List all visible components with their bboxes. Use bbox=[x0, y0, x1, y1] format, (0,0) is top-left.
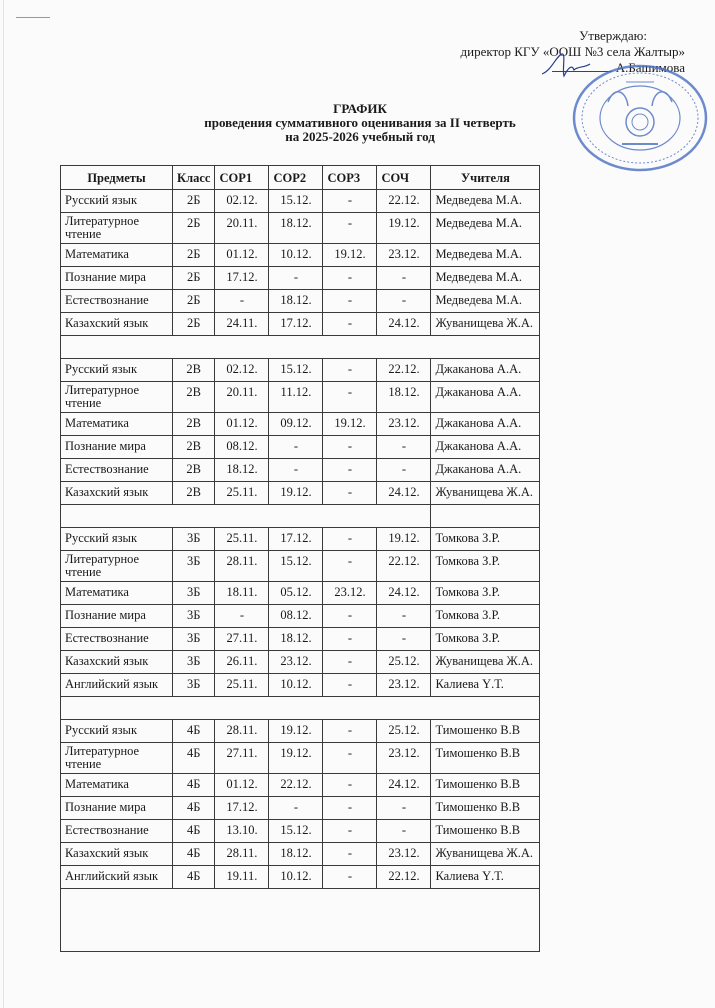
soch-cell: - bbox=[377, 459, 431, 482]
sor2-cell: 23.12. bbox=[269, 651, 323, 674]
teacher-cell: Томкова З.Р. bbox=[431, 582, 540, 605]
soch-cell: 19.12. bbox=[377, 213, 431, 244]
class-cell: 2Б bbox=[173, 267, 215, 290]
separator-cell bbox=[61, 889, 540, 952]
teacher-cell: Тимошенко В.В bbox=[431, 743, 540, 774]
teacher-cell: Томкова З.Р. bbox=[431, 605, 540, 628]
teacher-cell: Джаканова А.А. bbox=[431, 413, 540, 436]
class-cell: 2В bbox=[173, 413, 215, 436]
teacher-cell: Медведева М.А. bbox=[431, 267, 540, 290]
teacher-cell: Томкова З.Р. bbox=[431, 551, 540, 582]
teacher-cell: Жуванищева Ж.А. bbox=[431, 482, 540, 505]
sor1-cell: 25.11. bbox=[215, 674, 269, 697]
sor1-cell: 26.11. bbox=[215, 651, 269, 674]
table-row bbox=[61, 651, 540, 674]
sor2-cell: 18.12. bbox=[269, 213, 323, 244]
sor1-cell: 20.11. bbox=[215, 213, 269, 244]
subject-cell: Естествознание bbox=[61, 628, 173, 651]
class-cell: 3Б bbox=[173, 551, 215, 582]
soch-cell: 24.12. bbox=[377, 774, 431, 797]
table-row bbox=[61, 413, 540, 436]
sor2-cell: 09.12. bbox=[269, 413, 323, 436]
class-cell: 2В bbox=[173, 382, 215, 413]
sor2-cell: 22.12. bbox=[269, 774, 323, 797]
table-row bbox=[61, 605, 540, 628]
header-class: Класс bbox=[173, 166, 215, 190]
teacher-cell: Томкова З.Р. bbox=[431, 628, 540, 651]
soch-cell: 19.12. bbox=[377, 528, 431, 551]
sor3-cell: - bbox=[323, 820, 377, 843]
group-separator-row bbox=[61, 889, 540, 952]
teacher-cell: Тимошенко В.В bbox=[431, 720, 540, 743]
sor3-cell: - bbox=[323, 436, 377, 459]
document-title bbox=[100, 102, 620, 144]
sor2-cell: 15.12. bbox=[269, 551, 323, 582]
soch-cell: - bbox=[377, 605, 431, 628]
teacher-cell: Джаканова А.А. bbox=[431, 436, 540, 459]
sor2-cell: 18.12. bbox=[269, 290, 323, 313]
sor1-cell: 17.12. bbox=[215, 797, 269, 820]
teacher-cell: Жуванищева Ж.А. bbox=[431, 313, 540, 336]
subject-cell: Естествознание bbox=[61, 290, 173, 313]
sor3-cell: - bbox=[323, 482, 377, 505]
table-row bbox=[61, 720, 540, 743]
subject-cell: Познание мира bbox=[61, 267, 173, 290]
sor3-cell: - bbox=[323, 551, 377, 582]
soch-cell: 22.12. bbox=[377, 359, 431, 382]
header-sor3: СОР3 bbox=[323, 166, 377, 190]
sor2-cell: 17.12. bbox=[269, 528, 323, 551]
soch-cell: 23.12. bbox=[377, 674, 431, 697]
sor2-cell: 15.12. bbox=[269, 190, 323, 213]
class-cell: 4Б bbox=[173, 797, 215, 820]
soch-cell: - bbox=[377, 820, 431, 843]
soch-cell: 22.12. bbox=[377, 190, 431, 213]
subject-cell: Русский язык bbox=[61, 359, 173, 382]
soch-cell: 24.12. bbox=[377, 313, 431, 336]
table-row bbox=[61, 797, 540, 820]
table-row bbox=[61, 528, 540, 551]
soch-cell: - bbox=[377, 628, 431, 651]
class-cell: 4Б bbox=[173, 743, 215, 774]
class-cell: 2В bbox=[173, 436, 215, 459]
table-row bbox=[61, 866, 540, 889]
sor2-cell: 08.12. bbox=[269, 605, 323, 628]
separator-cell bbox=[61, 336, 540, 359]
sor3-cell: - bbox=[323, 628, 377, 651]
title-main: ГРАФИК bbox=[333, 101, 387, 116]
sor2-cell: 10.12. bbox=[269, 866, 323, 889]
sor3-cell: - bbox=[323, 720, 377, 743]
subject-cell: Литературное чтение bbox=[61, 551, 173, 582]
subject-cell: Литературное чтение bbox=[61, 382, 173, 413]
sor3-cell: - bbox=[323, 605, 377, 628]
teacher-cell: Жуванищева Ж.А. bbox=[431, 651, 540, 674]
sor3-cell: - bbox=[323, 290, 377, 313]
sor1-cell: 13.10. bbox=[215, 820, 269, 843]
class-cell: 2В bbox=[173, 459, 215, 482]
sor2-cell: 19.12. bbox=[269, 720, 323, 743]
subject-cell: Русский язык bbox=[61, 190, 173, 213]
sor2-cell: 18.12. bbox=[269, 628, 323, 651]
class-cell: 4Б bbox=[173, 820, 215, 843]
teacher-cell: Медведева М.А. bbox=[431, 290, 540, 313]
class-cell: 2Б bbox=[173, 313, 215, 336]
title-subtitle: проведения суммативного оценивания за II четверть bbox=[204, 115, 516, 130]
subject-cell: Казахский язык bbox=[61, 482, 173, 505]
subject-cell: Математика bbox=[61, 582, 173, 605]
teacher-cell: Калиева Ү.Т. bbox=[431, 674, 540, 697]
subject-cell: Математика bbox=[61, 244, 173, 267]
sor3-cell: - bbox=[323, 528, 377, 551]
teacher-cell: Джаканова А.А. bbox=[431, 382, 540, 413]
approval-label: Утверждаю: bbox=[579, 28, 647, 43]
header-sor1: СОР1 bbox=[215, 166, 269, 190]
subject-cell: Математика bbox=[61, 774, 173, 797]
table-row bbox=[61, 267, 540, 290]
sor3-cell: - bbox=[323, 267, 377, 290]
soch-cell: 25.12. bbox=[377, 720, 431, 743]
sor3-cell: - bbox=[323, 190, 377, 213]
sor2-cell: 10.12. bbox=[269, 244, 323, 267]
table-row bbox=[61, 582, 540, 605]
sor3-cell: - bbox=[323, 213, 377, 244]
sor2-cell: 15.12. bbox=[269, 359, 323, 382]
sor3-cell: - bbox=[323, 797, 377, 820]
subject-cell: Казахский язык bbox=[61, 313, 173, 336]
sor1-cell: 27.11. bbox=[215, 628, 269, 651]
table-row bbox=[61, 459, 540, 482]
separator-cell bbox=[61, 697, 540, 720]
header-sor2: СОР2 bbox=[269, 166, 323, 190]
table-row bbox=[61, 743, 540, 774]
teacher-cell: Тимошенко В.В bbox=[431, 797, 540, 820]
class-cell: 3Б bbox=[173, 651, 215, 674]
table-row bbox=[61, 190, 540, 213]
sor1-cell: 18.11. bbox=[215, 582, 269, 605]
sor1-cell: 18.12. bbox=[215, 459, 269, 482]
sor2-cell: - bbox=[269, 459, 323, 482]
sor3-cell: 19.12. bbox=[323, 244, 377, 267]
soch-cell: 23.12. bbox=[377, 244, 431, 267]
sor2-cell: - bbox=[269, 436, 323, 459]
sor1-cell: - bbox=[215, 605, 269, 628]
sor2-cell: 17.12. bbox=[269, 313, 323, 336]
class-cell: 4Б bbox=[173, 720, 215, 743]
soch-cell: - bbox=[377, 797, 431, 820]
sor2-cell: 19.12. bbox=[269, 743, 323, 774]
subject-cell: Математика bbox=[61, 413, 173, 436]
sor3-cell: - bbox=[323, 774, 377, 797]
subject-cell: Русский язык bbox=[61, 528, 173, 551]
teacher-cell: Жуванищева Ж.А. bbox=[431, 843, 540, 866]
class-cell: 2В bbox=[173, 482, 215, 505]
sor1-cell: 27.11. bbox=[215, 743, 269, 774]
class-cell: 3Б bbox=[173, 528, 215, 551]
subject-cell: Познание мира bbox=[61, 605, 173, 628]
sor1-cell: - bbox=[215, 290, 269, 313]
sor1-cell: 24.11. bbox=[215, 313, 269, 336]
subject-cell: Русский язык bbox=[61, 720, 173, 743]
approval-position: директор КГУ «ООШ №3 села Жалтыр» bbox=[460, 44, 685, 59]
sor3-cell: - bbox=[323, 743, 377, 774]
soch-cell: 22.12. bbox=[377, 551, 431, 582]
soch-cell: 18.12. bbox=[377, 382, 431, 413]
sor3-cell: - bbox=[323, 359, 377, 382]
sor3-cell: - bbox=[323, 866, 377, 889]
group-separator-row bbox=[61, 697, 540, 720]
sor3-cell: 23.12. bbox=[323, 582, 377, 605]
sor2-cell: 15.12. bbox=[269, 820, 323, 843]
table-row bbox=[61, 674, 540, 697]
sor2-cell: 11.12. bbox=[269, 382, 323, 413]
class-cell: 4Б bbox=[173, 866, 215, 889]
soch-cell: - bbox=[377, 436, 431, 459]
table-row bbox=[61, 482, 540, 505]
sor1-cell: 28.11. bbox=[215, 551, 269, 582]
subject-cell: Литературное чтение bbox=[61, 213, 173, 244]
sor1-cell: 19.11. bbox=[215, 866, 269, 889]
scan-mark bbox=[16, 17, 50, 18]
sor1-cell: 01.12. bbox=[215, 774, 269, 797]
class-cell: 3Б bbox=[173, 582, 215, 605]
separator-cell bbox=[431, 505, 540, 528]
sor1-cell: 02.12. bbox=[215, 359, 269, 382]
subject-cell: Казахский язык bbox=[61, 651, 173, 674]
soch-cell: 24.12. bbox=[377, 482, 431, 505]
table-row bbox=[61, 313, 540, 336]
class-cell: 2В bbox=[173, 359, 215, 382]
sor3-cell: - bbox=[323, 313, 377, 336]
subject-cell: Естествознание bbox=[61, 820, 173, 843]
soch-cell: 25.12. bbox=[377, 651, 431, 674]
teacher-cell: Медведева М.А. bbox=[431, 244, 540, 267]
soch-cell: 23.12. bbox=[377, 843, 431, 866]
table-row bbox=[61, 628, 540, 651]
teacher-cell: Томкова З.Р. bbox=[431, 528, 540, 551]
class-cell: 2Б bbox=[173, 290, 215, 313]
header-teachers: Учителя bbox=[431, 166, 540, 190]
title-year: на 2025-2026 учебный год bbox=[285, 129, 435, 144]
soch-cell: - bbox=[377, 290, 431, 313]
sor3-cell: - bbox=[323, 843, 377, 866]
approval-name: А.Башимова bbox=[615, 60, 685, 75]
teacher-cell: Тимошенко В.В bbox=[431, 774, 540, 797]
table-row bbox=[61, 820, 540, 843]
header-subjects: Предметы bbox=[61, 166, 173, 190]
class-cell: 4Б bbox=[173, 774, 215, 797]
sor2-cell: 10.12. bbox=[269, 674, 323, 697]
table-row bbox=[61, 843, 540, 866]
schedule-table bbox=[60, 165, 540, 952]
sor1-cell: 28.11. bbox=[215, 843, 269, 866]
table-row bbox=[61, 290, 540, 313]
subject-cell: Естествознание bbox=[61, 459, 173, 482]
sor3-cell: 19.12. bbox=[323, 413, 377, 436]
sor1-cell: 25.11. bbox=[215, 528, 269, 551]
table-body bbox=[61, 190, 540, 952]
sor3-cell: - bbox=[323, 651, 377, 674]
teacher-cell: Джаканова А.А. bbox=[431, 359, 540, 382]
sor1-cell: 08.12. bbox=[215, 436, 269, 459]
sor1-cell: 20.11. bbox=[215, 382, 269, 413]
table-row bbox=[61, 551, 540, 582]
class-cell: 3Б bbox=[173, 674, 215, 697]
sor1-cell: 25.11. bbox=[215, 482, 269, 505]
sor1-cell: 02.12. bbox=[215, 190, 269, 213]
sor3-cell: - bbox=[323, 459, 377, 482]
sor2-cell: 05.12. bbox=[269, 582, 323, 605]
sor2-cell: - bbox=[269, 267, 323, 290]
table-row bbox=[61, 774, 540, 797]
sor1-cell: 01.12. bbox=[215, 413, 269, 436]
soch-cell: 24.12. bbox=[377, 582, 431, 605]
teacher-cell: Тимошенко В.В bbox=[431, 820, 540, 843]
subject-cell: Английский язык bbox=[61, 674, 173, 697]
subject-cell: Познание мира bbox=[61, 436, 173, 459]
table-row bbox=[61, 382, 540, 413]
header-row bbox=[61, 166, 540, 190]
soch-cell: - bbox=[377, 267, 431, 290]
class-cell: 2Б bbox=[173, 190, 215, 213]
teacher-cell: Джаканова А.А. bbox=[431, 459, 540, 482]
class-cell: 2Б bbox=[173, 213, 215, 244]
teacher-cell: Медведева М.А. bbox=[431, 213, 540, 244]
class-cell: 3Б bbox=[173, 605, 215, 628]
table-row bbox=[61, 213, 540, 244]
group-separator-row bbox=[61, 505, 540, 528]
table-row bbox=[61, 436, 540, 459]
scan-edge bbox=[3, 0, 4, 1008]
subject-cell: Литературное чтение bbox=[61, 743, 173, 774]
soch-cell: 23.12. bbox=[377, 743, 431, 774]
sor3-cell: - bbox=[323, 674, 377, 697]
sor1-cell: 17.12. bbox=[215, 267, 269, 290]
sor2-cell: - bbox=[269, 797, 323, 820]
class-cell: 3Б bbox=[173, 628, 215, 651]
teacher-cell: Медведева М.А. bbox=[431, 190, 540, 213]
teacher-cell: Калиева Ү.Т. bbox=[431, 866, 540, 889]
sor1-cell: 28.11. bbox=[215, 720, 269, 743]
group-separator-row bbox=[61, 336, 540, 359]
table-row bbox=[61, 244, 540, 267]
header-soch: СОЧ bbox=[377, 166, 431, 190]
separator-cell bbox=[61, 505, 431, 528]
class-cell: 4Б bbox=[173, 843, 215, 866]
sor2-cell: 18.12. bbox=[269, 843, 323, 866]
subject-cell: Английский язык bbox=[61, 866, 173, 889]
class-cell: 2Б bbox=[173, 244, 215, 267]
sor2-cell: 19.12. bbox=[269, 482, 323, 505]
soch-cell: 23.12. bbox=[377, 413, 431, 436]
table-row bbox=[61, 359, 540, 382]
sor3-cell: - bbox=[323, 382, 377, 413]
subject-cell: Познание мира bbox=[61, 797, 173, 820]
subject-cell: Казахский язык bbox=[61, 843, 173, 866]
soch-cell: 22.12. bbox=[377, 866, 431, 889]
sor1-cell: 01.12. bbox=[215, 244, 269, 267]
